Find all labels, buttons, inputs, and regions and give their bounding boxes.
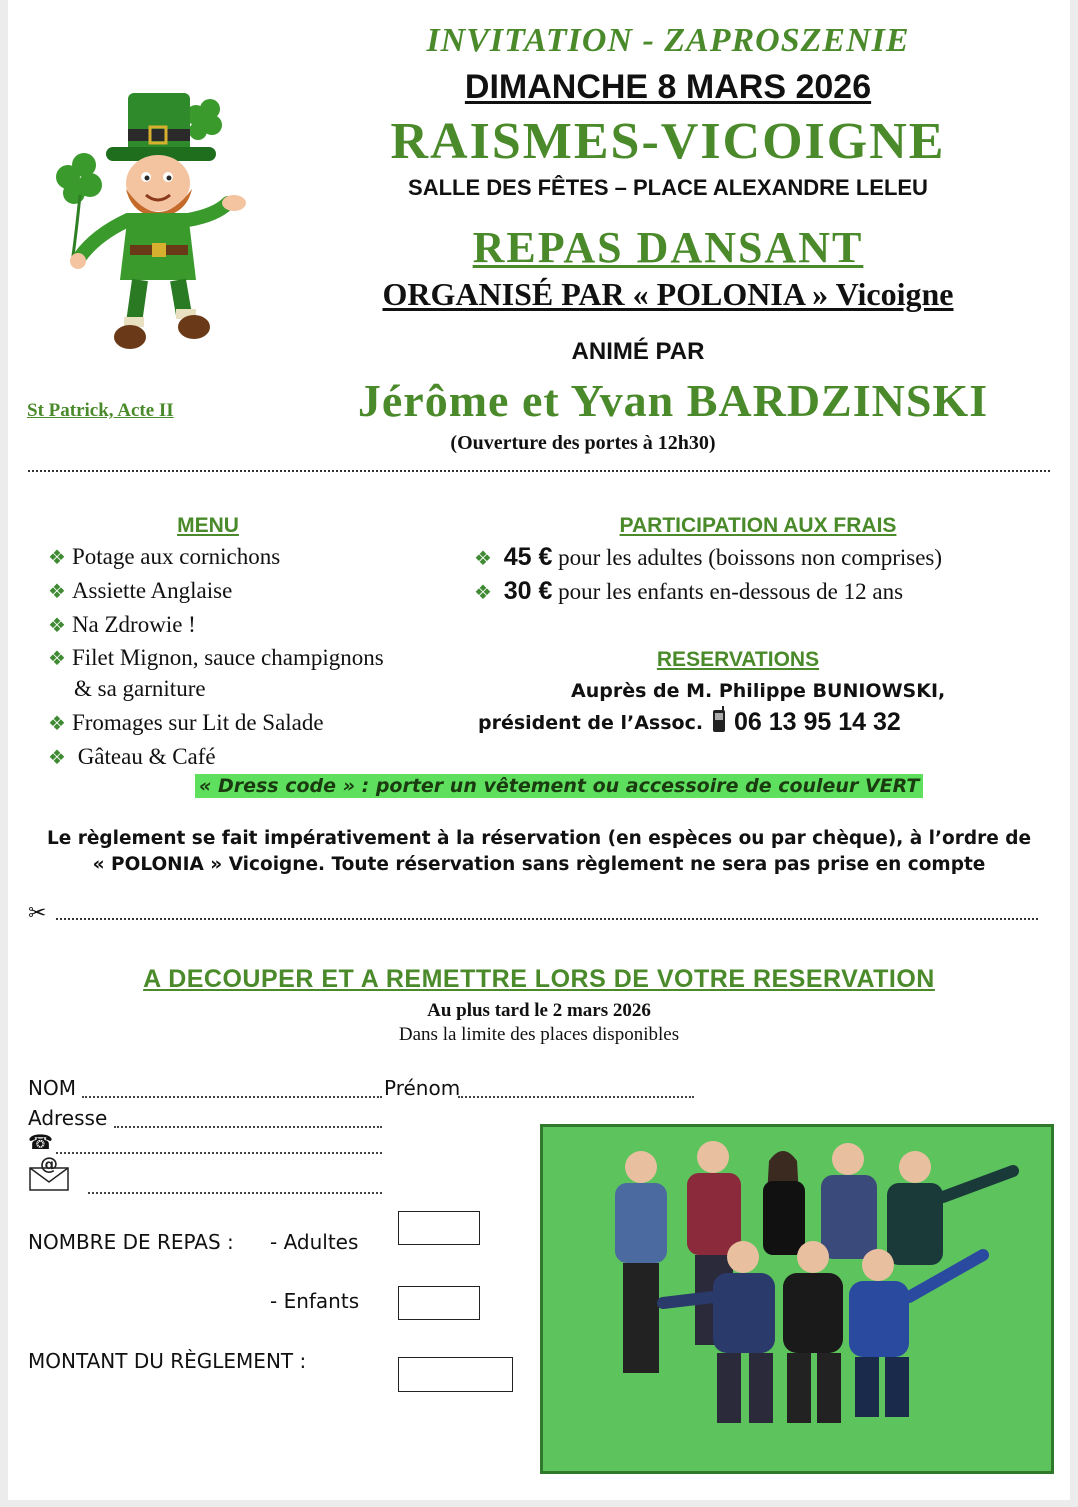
menu-item: ❖ Fromages sur Lit de Salade xyxy=(48,710,324,735)
fee-adult xyxy=(474,543,942,572)
enfants-count-box[interactable] xyxy=(398,1286,480,1320)
adult-price: 45 € xyxy=(503,543,553,571)
email-icon xyxy=(28,1156,70,1197)
reservation-phone: 06 13 95 14 32 xyxy=(734,708,901,736)
leprechaun-illustration xyxy=(46,85,251,360)
invitation-page xyxy=(8,0,1070,1500)
telephone-icon: ☎ xyxy=(28,1130,53,1154)
venue-line: SALLE DES FÊTES – PLACE ALEXANDRE LELEU xyxy=(408,175,928,200)
band-members-illustration xyxy=(543,1127,1051,1471)
organizer-line xyxy=(298,276,1038,313)
mobile-phone-icon xyxy=(710,706,728,741)
band-photo xyxy=(540,1124,1054,1474)
prenom-label: Prénom xyxy=(384,1076,461,1100)
child-fee-text: pour les enfants en-dessous de 12 ans xyxy=(558,579,904,604)
fees-title: PARTICIPATION AUX FRAIS xyxy=(619,514,897,537)
menu-item: ❖ Assiette Anglaise xyxy=(48,578,233,603)
telephone-field[interactable] xyxy=(56,1152,382,1154)
cut-instruction-title: A DECOUPER ET A REMETTRE LORS DE VOTRE RESERVATION xyxy=(143,965,935,993)
menu-item: ❖ Potage aux cornichons xyxy=(48,544,281,569)
animated-by-label: ANIMÉ PAR xyxy=(571,338,705,365)
scissors-icon: ✂ xyxy=(28,900,47,925)
side-caption: St Patrick, Acte II xyxy=(27,400,174,421)
adresse-field[interactable] xyxy=(114,1126,382,1128)
nombre-repas-label: NOMBRE DE REPAS : xyxy=(28,1230,234,1254)
deadline-line: Au plus tard le 2 mars 2026 xyxy=(427,1000,651,1021)
reservations-title: RESERVATIONS xyxy=(656,648,820,671)
city-heading: RAISMES-VICOIGNE xyxy=(390,113,946,170)
reservation-contact: Auprès de M. Philippe BUNIOWSKI, xyxy=(571,680,946,702)
dress-code-banner: « Dress code » : porter un vêtement ou accessoire de couleur VERT xyxy=(195,774,923,798)
menu-item-continuation: & sa garniture xyxy=(74,676,206,701)
email-field[interactable] xyxy=(88,1192,382,1194)
svg-text:@: @ xyxy=(40,1156,58,1175)
nom-field[interactable] xyxy=(82,1096,382,1098)
performers-name: Jérôme et Yvan BARDZINSKI xyxy=(357,375,989,426)
prenom-field[interactable] xyxy=(458,1096,694,1098)
menu-item: ❖ Na Zdrowie ! xyxy=(48,612,196,637)
menu-item: ❖ Filet Mignon, sauce champignons xyxy=(48,645,384,670)
clover-bullet-icon: ❖ xyxy=(474,548,492,570)
cut-line xyxy=(56,918,1038,920)
enfants-label: - Enfants xyxy=(270,1289,360,1313)
adultes-label: - Adultes xyxy=(270,1230,359,1254)
clover-bullet-icon: ❖ xyxy=(474,582,492,604)
adresse-label: Adresse xyxy=(28,1106,108,1130)
child-price: 30 € xyxy=(503,577,553,605)
separator-dotted xyxy=(28,470,1050,472)
event-title-text: REPAS DANSANT xyxy=(472,223,864,272)
invitation-heading: INVITATION - ZAPROSZENIE xyxy=(426,22,910,59)
fee-child xyxy=(474,577,903,606)
clover-bullet-icon: ❖ xyxy=(48,615,66,637)
clover-bullet-icon: ❖ xyxy=(48,581,66,603)
menu-item: ❖ Gâteau & Café xyxy=(48,744,216,769)
montant-label: MONTANT DU RÈGLEMENT : xyxy=(28,1349,307,1373)
nom-label: NOM xyxy=(28,1076,76,1100)
limit-line: Dans la limite des places disponibles xyxy=(398,1024,680,1045)
clover-bullet-icon: ❖ xyxy=(48,547,66,569)
adult-fee-text: pour les adultes (boissons non comprises) xyxy=(558,545,943,570)
event-title xyxy=(298,222,1038,273)
clover-bullet-icon: ❖ xyxy=(48,648,66,670)
payment-note-line: « POLONIA » Vicoigne. Toute réservation sans règlement ne sera pas prise en compte xyxy=(92,854,986,875)
event-date xyxy=(298,68,1038,107)
montant-box[interactable] xyxy=(398,1357,513,1392)
organizer-text: ORGANISÉ PAR « POLONIA » Vicoigne xyxy=(382,276,954,312)
doors-opening: (Ouverture des portes à 12h30) xyxy=(450,432,716,454)
clover-bullet-icon: ❖ xyxy=(48,747,66,769)
payment-note xyxy=(28,826,1050,878)
event-date-text: DIMANCHE 8 MARS 2026 xyxy=(464,68,872,106)
clover-bullet-icon: ❖ xyxy=(48,713,66,735)
menu-title: MENU xyxy=(177,514,239,537)
reservation-role: président de l’Assoc. xyxy=(478,712,704,734)
payment-note-line: Le règlement se fait impérativement à la réservation (en espèces ou par chèque), à l’ordre de xyxy=(46,828,1032,849)
adultes-count-box[interactable] xyxy=(398,1211,480,1245)
